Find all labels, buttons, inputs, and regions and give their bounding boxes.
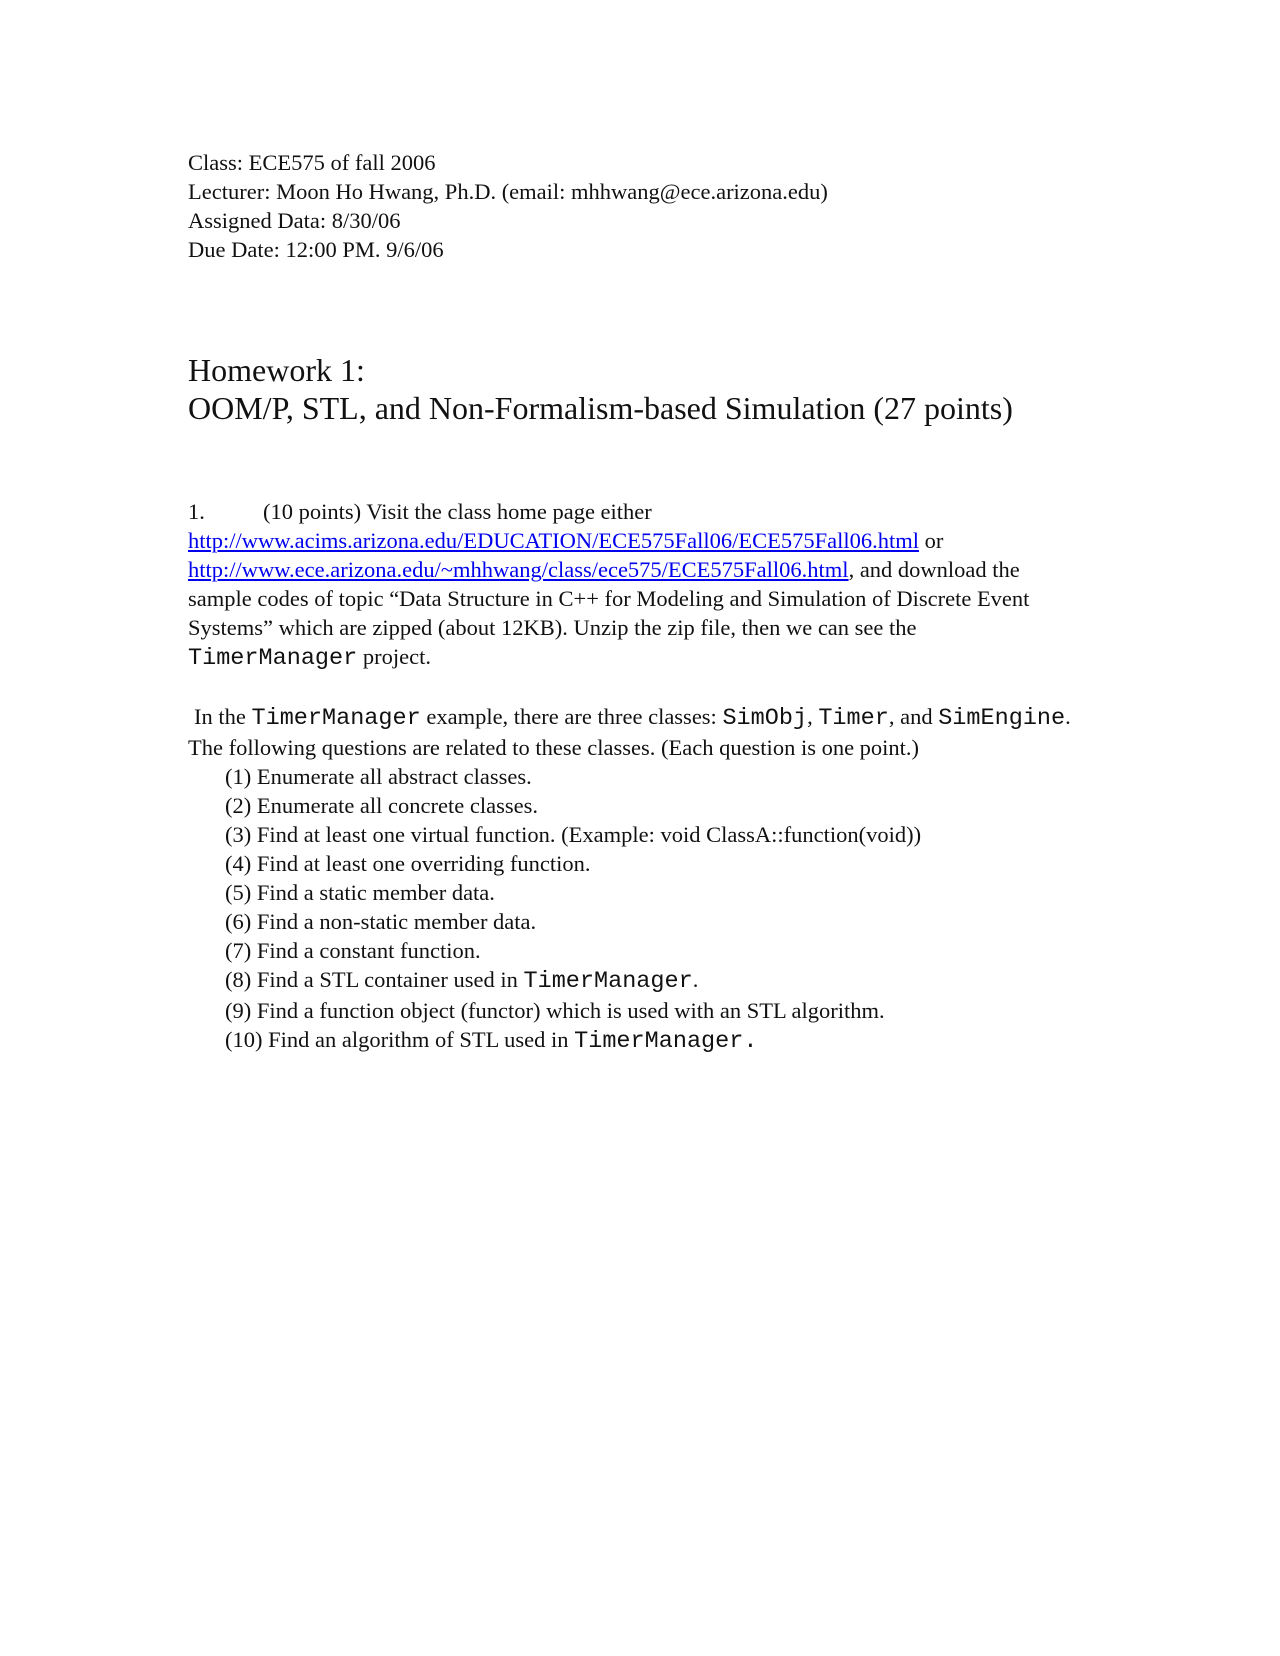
assigned-date-line: Assigned Data: 8/30/06: [188, 208, 401, 233]
and-text: , and: [888, 704, 939, 729]
sub-question-8-code: TimerManager: [523, 968, 693, 995]
homework-title: [188, 351, 1088, 427]
document-page: [188, 148, 1088, 1056]
timermanager-code: TimerManager: [251, 705, 421, 732]
sub-question-1: (1) Enumerate all abstract classes.: [225, 764, 532, 789]
sub-question-3: (3) Find at least one virtual function. (Example: void ClassA::function(void)): [225, 822, 922, 847]
sub-question-4: (4) Find at least one overriding function.: [225, 851, 591, 876]
question-number: 1.: [188, 499, 205, 524]
download-instructions: , and download the sample codes of topic “Data Structure in C++ for Modeling and Simulation of Discrete Event Systems” which are zipped (about 12KB). Unzip the zip file, then we can see the: [188, 557, 1030, 640]
class-line: Class: ECE575 of fall 2006: [188, 150, 436, 175]
sub-question-8-end: .: [692, 967, 699, 992]
sub-question-list: [188, 762, 1088, 1056]
sub-question-10-code: TimerManager.: [574, 1028, 758, 1055]
title-line-2: OOM/P, STL, and Non-Formalism-based Simulation (27 points): [188, 390, 1013, 426]
due-date-line: Due Date: 12:00 PM. 9/6/06: [188, 237, 444, 262]
question-1: [188, 497, 1088, 1056]
sub-question-10: [225, 1025, 1088, 1056]
class-homepage-link-ece[interactable]: http://www.ece.arizona.edu/~mhhwang/class/ece575/ECE575Fall06.html: [188, 557, 849, 582]
sub-question-10-text: (10) Find an algorithm of STL used in: [225, 1027, 575, 1052]
sub-question-6: (6) Find a non-static member data.: [225, 909, 537, 934]
question-1-paragraph: [188, 497, 1088, 673]
project-suffix: project.: [357, 644, 431, 669]
project-name-code: TimerManager: [188, 645, 358, 672]
question-1-body: [188, 526, 1088, 673]
in-the-text: In the: [194, 704, 252, 729]
three-classes-text: example, there are three classes:: [420, 704, 723, 729]
class-homepage-link-acims[interactable]: http://www.acims.arizona.edu/EDUCATION/ECE575Fall06/ECE575Fall06.html: [188, 528, 919, 553]
sub-question-2: (2) Enumerate all concrete classes.: [225, 793, 538, 818]
lecturer-line: Lecturer: Moon Ho Hwang, Ph.D. (email: mhhwang@ece.arizona.edu): [188, 179, 828, 204]
comma-text: ,: [807, 704, 819, 729]
simengine-code: SimEngine: [938, 705, 1066, 732]
title-line-1: Homework 1:: [188, 352, 365, 388]
sub-question-7: (7) Find a constant function.: [225, 938, 481, 963]
following-questions-text: . The following questions are related to these classes. (Each question is one point.): [188, 704, 1071, 760]
sub-question-5: (5) Find a static member data.: [225, 880, 495, 905]
question-intro: (10 points) Visit the class home page either: [263, 499, 652, 524]
sub-question-8: [225, 965, 1088, 996]
question-1-first-line: [188, 497, 1088, 526]
classes-paragraph: [188, 702, 1088, 762]
or-text: or: [918, 528, 944, 553]
sub-question-9: (9) Find a function object (functor) which is used with an STL algorithm.: [225, 998, 885, 1023]
timer-code: Timer: [818, 705, 889, 732]
simobj-code: SimObj: [722, 705, 808, 732]
sub-question-8-text: (8) Find a STL container used in: [225, 967, 524, 992]
header-block: [188, 148, 1088, 264]
